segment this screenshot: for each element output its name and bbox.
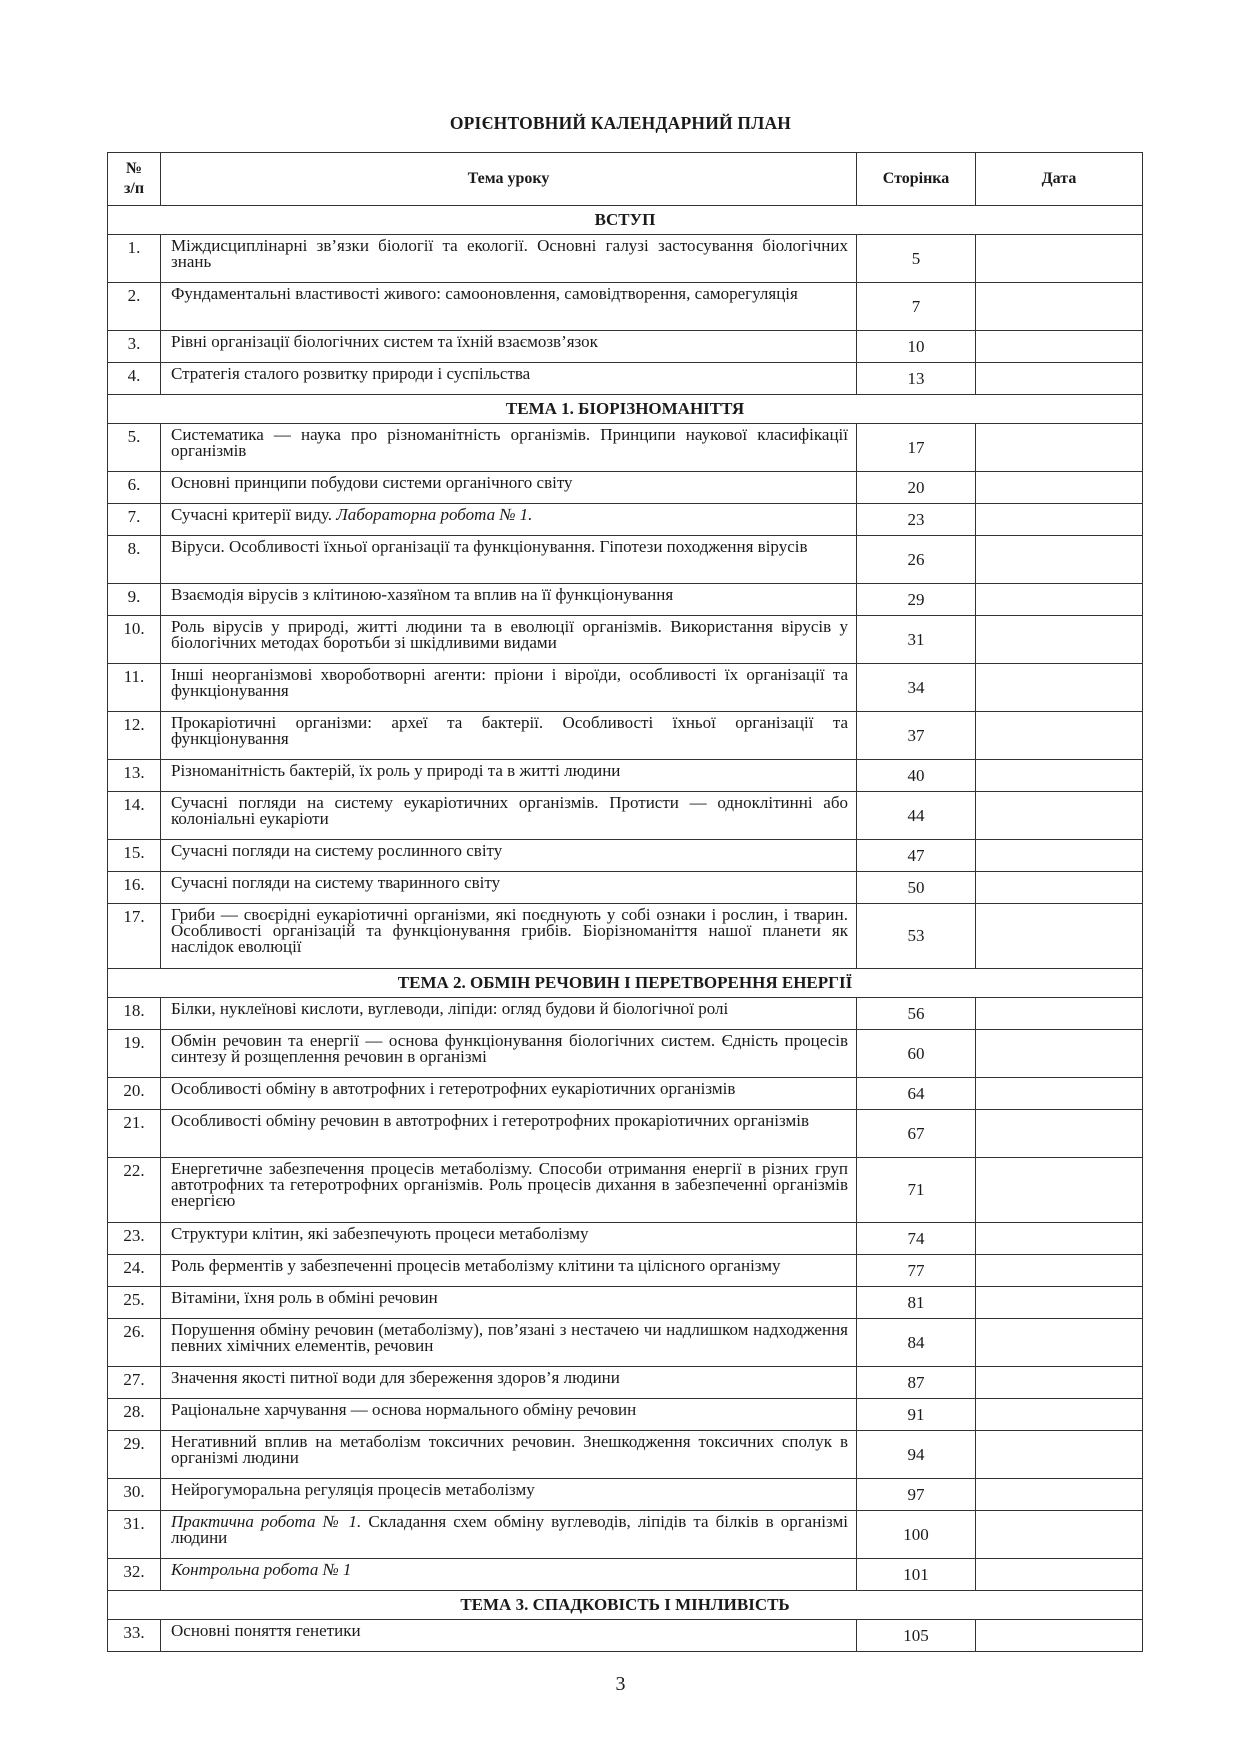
lesson-number: 27. bbox=[108, 1367, 161, 1399]
lesson-page: 37 bbox=[857, 712, 976, 760]
header-topic: Тема уроку bbox=[161, 153, 857, 206]
lesson-topic bbox=[161, 792, 857, 840]
table-row bbox=[108, 363, 1143, 395]
lesson-page: 40 bbox=[857, 760, 976, 792]
lesson-topic bbox=[161, 616, 857, 664]
table-row bbox=[108, 1431, 1143, 1479]
section-title: ТЕМА 3. СПАДКОВІСТЬ І МІНЛИВІСТЬ bbox=[108, 1591, 1143, 1620]
lesson-page: 13 bbox=[857, 363, 976, 395]
lesson-date[interactable] bbox=[976, 1223, 1143, 1255]
topic-text: Інші неорганізмові хвороботворні агенти: пріони і віроїди, особливості їх організації та функціонування bbox=[171, 665, 848, 700]
table-row bbox=[108, 1110, 1143, 1158]
lesson-topic bbox=[161, 1287, 857, 1319]
lesson-number: 2. bbox=[108, 283, 161, 331]
lesson-topic bbox=[161, 1431, 857, 1479]
section-title: ТЕМА 1. БІОРІЗНОМАНІТТЯ bbox=[108, 395, 1143, 424]
table-row bbox=[108, 664, 1143, 712]
topic-text: Раціональне харчування — основа нормального обміну речовин bbox=[171, 1400, 637, 1419]
lesson-page: 67 bbox=[857, 1110, 976, 1158]
section-row bbox=[108, 206, 1143, 235]
lesson-date[interactable] bbox=[976, 1319, 1143, 1367]
table-row bbox=[108, 1158, 1143, 1223]
table-row bbox=[108, 616, 1143, 664]
topic-text: Вітаміни, їхня роль в обміні речовин bbox=[171, 1288, 438, 1307]
lesson-topic bbox=[161, 1078, 857, 1110]
lesson-page: 26 bbox=[857, 536, 976, 584]
lesson-date[interactable] bbox=[976, 1030, 1143, 1078]
table-row bbox=[108, 235, 1143, 283]
lesson-page: 81 bbox=[857, 1287, 976, 1319]
lesson-page: 20 bbox=[857, 472, 976, 504]
lesson-page: 71 bbox=[857, 1158, 976, 1223]
lesson-page: 44 bbox=[857, 792, 976, 840]
lesson-topic bbox=[161, 760, 857, 792]
table-row bbox=[108, 1511, 1143, 1559]
lesson-topic bbox=[161, 1030, 857, 1078]
topic-text: Сучасні погляди на систему еукаріотичних організмів. Протисти — одноклітинні або колоніальні еукаріоти bbox=[171, 793, 848, 828]
calendar-plan-table bbox=[107, 152, 1143, 1652]
table-body bbox=[108, 206, 1143, 1652]
lesson-page: 87 bbox=[857, 1367, 976, 1399]
lesson-date[interactable] bbox=[976, 1399, 1143, 1431]
header-page: Сторінка bbox=[857, 153, 976, 206]
topic-text: Рівні організації біологічних систем та їхній взаємозв’язок bbox=[171, 332, 598, 351]
lesson-number: 29. bbox=[108, 1431, 161, 1479]
table-row bbox=[108, 840, 1143, 872]
table-row bbox=[108, 872, 1143, 904]
topic-text: Взаємодія вірусів з клітиною-хазяїном та вплив на її функціонування bbox=[171, 585, 674, 604]
lesson-date[interactable] bbox=[976, 664, 1143, 712]
lesson-page: 34 bbox=[857, 664, 976, 712]
lesson-page: 64 bbox=[857, 1078, 976, 1110]
topic-text: Нейрогуморальна регуляція процесів метаболізму bbox=[171, 1480, 535, 1499]
lesson-number: 26. bbox=[108, 1319, 161, 1367]
lesson-topic bbox=[161, 235, 857, 283]
lesson-date[interactable] bbox=[976, 712, 1143, 760]
lesson-topic bbox=[161, 1511, 857, 1559]
lesson-number: 3. bbox=[108, 331, 161, 363]
lesson-topic bbox=[161, 1255, 857, 1287]
lesson-date[interactable] bbox=[976, 998, 1143, 1030]
table-row bbox=[108, 1030, 1143, 1078]
lesson-topic bbox=[161, 904, 857, 969]
topic-text: Основні принципи побудови системи органічного світу bbox=[171, 473, 573, 492]
lesson-number: 9. bbox=[108, 584, 161, 616]
lesson-date[interactable] bbox=[976, 363, 1143, 395]
lesson-date[interactable] bbox=[976, 283, 1143, 331]
section-row bbox=[108, 395, 1143, 424]
topic-text: Гриби — своєрідні еукаріотичні організми, які поєднують у собі ознаки і рослин, і тварин. Особливості організацій та функціонування грибів. Біорізноманіття нашої планети як наслідок еволюції bbox=[171, 905, 848, 956]
lesson-page: 53 bbox=[857, 904, 976, 969]
section-row bbox=[108, 969, 1143, 998]
table-row bbox=[108, 536, 1143, 584]
lesson-topic bbox=[161, 1319, 857, 1367]
lesson-number: 11. bbox=[108, 664, 161, 712]
lesson-date[interactable] bbox=[976, 760, 1143, 792]
topic-text: Значення якості питної води для збереження здоров’я людини bbox=[171, 1368, 620, 1387]
table-row bbox=[108, 472, 1143, 504]
lesson-date[interactable] bbox=[976, 616, 1143, 664]
lesson-date[interactable] bbox=[976, 331, 1143, 363]
table-row bbox=[108, 1620, 1143, 1652]
table-row bbox=[108, 331, 1143, 363]
lesson-page: 100 bbox=[857, 1511, 976, 1559]
lesson-date[interactable] bbox=[976, 235, 1143, 283]
lesson-page: 47 bbox=[857, 840, 976, 872]
topic-text: Фундаментальні властивості живого: самооновлення, самовідтворення, саморегуляція bbox=[171, 284, 798, 303]
lesson-page: 101 bbox=[857, 1559, 976, 1591]
header-date: Дата bbox=[976, 153, 1143, 206]
lesson-date[interactable] bbox=[976, 1559, 1143, 1591]
lesson-page: 105 bbox=[857, 1620, 976, 1652]
table-row bbox=[108, 1367, 1143, 1399]
lesson-number: 5. bbox=[108, 424, 161, 472]
lesson-topic bbox=[161, 504, 857, 536]
topic-text: Роль ферментів у забезпеченні процесів метаболізму клітини та цілісного організму bbox=[171, 1256, 781, 1275]
lesson-date[interactable] bbox=[976, 872, 1143, 904]
lesson-number: 23. bbox=[108, 1223, 161, 1255]
lesson-page: 5 bbox=[857, 235, 976, 283]
lesson-topic bbox=[161, 1399, 857, 1431]
lesson-topic bbox=[161, 331, 857, 363]
lesson-topic bbox=[161, 536, 857, 584]
lesson-number: 13. bbox=[108, 760, 161, 792]
lesson-topic bbox=[161, 840, 857, 872]
lesson-topic bbox=[161, 1158, 857, 1223]
lesson-page: 97 bbox=[857, 1479, 976, 1511]
section-row bbox=[108, 1591, 1143, 1620]
lesson-topic bbox=[161, 1223, 857, 1255]
lesson-date[interactable] bbox=[976, 584, 1143, 616]
lesson-page: 23 bbox=[857, 504, 976, 536]
lesson-topic bbox=[161, 664, 857, 712]
lesson-date[interactable] bbox=[976, 1511, 1143, 1559]
table-row bbox=[108, 792, 1143, 840]
lesson-number: 1. bbox=[108, 235, 161, 283]
lesson-date[interactable] bbox=[976, 424, 1143, 472]
lesson-number: 30. bbox=[108, 1479, 161, 1511]
topic-text: Негативний вплив на метаболізм токсичних речовин. Знешкодження токсичних сполук в організмі людини bbox=[171, 1432, 848, 1467]
lesson-topic bbox=[161, 584, 857, 616]
lesson-page: 77 bbox=[857, 1255, 976, 1287]
lesson-topic bbox=[161, 363, 857, 395]
topic-text: Енергетичне забезпечення процесів метаболізму. Способи отримання енергії в різних груп автотрофних та гетеротрофних організмів. Роль процесів дихання в забезпеченні організмів енергією bbox=[171, 1159, 848, 1210]
lesson-topic bbox=[161, 998, 857, 1030]
table-row bbox=[108, 1319, 1143, 1367]
lesson-date[interactable] bbox=[976, 1287, 1143, 1319]
table-row bbox=[108, 1223, 1143, 1255]
topic-text: Обмін речовин та енергії — основа функціонування біологічних систем. Єдність процесів синтезу й розщеплення речовин в організмі bbox=[171, 1031, 848, 1066]
lesson-topic bbox=[161, 424, 857, 472]
lesson-page: 74 bbox=[857, 1223, 976, 1255]
lesson-topic bbox=[161, 1479, 857, 1511]
lesson-date[interactable] bbox=[976, 472, 1143, 504]
topic-text: Сучасні погляди на систему рослинного світу bbox=[171, 841, 503, 860]
topic-text: Особливості обміну в автотрофних і гетеротрофних еукаріотичних організмів bbox=[171, 1079, 736, 1098]
section-title: ВСТУП bbox=[108, 206, 1143, 235]
topic-italic: Лабораторна робота № 1. bbox=[336, 505, 533, 524]
topic-text: Прокаріотичні організми: археї та бактерії. Особливості їхньої організації та функціонування bbox=[171, 713, 848, 748]
lesson-date[interactable] bbox=[976, 1110, 1143, 1158]
table-row bbox=[108, 424, 1143, 472]
table-row bbox=[108, 283, 1143, 331]
topic-text: Складання схем обміну вуглеводів, ліпідів та білків в організмі людини bbox=[171, 1512, 848, 1547]
lesson-number: 33. bbox=[108, 1620, 161, 1652]
lesson-page: 84 bbox=[857, 1319, 976, 1367]
topic-text: Роль вірусів у природі, житті людини та в еволюції організмів. Використання вірусів у біологічних методах боротьби зі шкідливими видами bbox=[171, 617, 848, 652]
lesson-topic bbox=[161, 472, 857, 504]
table-row bbox=[108, 760, 1143, 792]
lesson-number: 6. bbox=[108, 472, 161, 504]
table-row bbox=[108, 998, 1143, 1030]
lesson-page: 91 bbox=[857, 1399, 976, 1431]
lesson-topic bbox=[161, 872, 857, 904]
section-title: ТЕМА 2. ОБМІН РЕЧОВИН І ПЕРЕТВОРЕННЯ ЕНЕРГІЇ bbox=[108, 969, 1143, 998]
lesson-number: 28. bbox=[108, 1399, 161, 1431]
topic-text: Особливості обміну речовин в автотрофних і гетеротрофних прокаріотичних організмів bbox=[171, 1111, 809, 1130]
table-row bbox=[108, 504, 1143, 536]
table-row bbox=[108, 1255, 1143, 1287]
topic-text: Сучасні погляди на систему тваринного світу bbox=[171, 873, 501, 892]
lesson-number: 17. bbox=[108, 904, 161, 969]
lesson-date[interactable] bbox=[976, 1255, 1143, 1287]
lesson-number: 12. bbox=[108, 712, 161, 760]
lesson-date[interactable] bbox=[976, 1158, 1143, 1223]
topic-text: Систематика — наука про різноманітність організмів. Принципи наукової класифікації організмів bbox=[171, 425, 848, 460]
lesson-topic bbox=[161, 283, 857, 331]
table-row bbox=[108, 1559, 1143, 1591]
lesson-topic bbox=[161, 1620, 857, 1652]
lesson-number: 14. bbox=[108, 792, 161, 840]
topic-italic-lead: Контрольна робота № 1 bbox=[171, 1560, 352, 1579]
lesson-page: 7 bbox=[857, 283, 976, 331]
topic-text: Структури клітин, які забезпечують процеси метаболізму bbox=[171, 1224, 589, 1243]
lesson-number: 22. bbox=[108, 1158, 161, 1223]
table-row bbox=[108, 1078, 1143, 1110]
lesson-number: 19. bbox=[108, 1030, 161, 1078]
lesson-number: 7. bbox=[108, 504, 161, 536]
lesson-number: 16. bbox=[108, 872, 161, 904]
topic-text: Віруси. Особливості їхньої організації та функціонування. Гіпотези походження вірусів bbox=[171, 537, 808, 556]
lesson-page: 29 bbox=[857, 584, 976, 616]
lesson-number: 18. bbox=[108, 998, 161, 1030]
topic-text: Порушення обміну речовин (метаболізму), пов’язані з нестачею чи надлишком надходження певних хімічних елементів, речовин bbox=[171, 1320, 848, 1355]
lesson-date[interactable] bbox=[976, 840, 1143, 872]
topic-text: Сучасні критерії виду. bbox=[171, 505, 332, 524]
lesson-date[interactable] bbox=[976, 1479, 1143, 1511]
lesson-number: 24. bbox=[108, 1255, 161, 1287]
topic-text: Білки, нуклеїнові кислоти, вуглеводи, ліпіди: огляд будови й біологічної ролі bbox=[171, 999, 729, 1018]
lesson-date[interactable] bbox=[976, 792, 1143, 840]
lesson-number: 31. bbox=[108, 1511, 161, 1559]
lesson-number: 21. bbox=[108, 1110, 161, 1158]
table-row bbox=[108, 1399, 1143, 1431]
table-row bbox=[108, 584, 1143, 616]
lesson-date[interactable] bbox=[976, 536, 1143, 584]
lesson-topic bbox=[161, 1367, 857, 1399]
topic-text: Різноманітність бактерій, їх роль у природі та в житті людини bbox=[171, 761, 621, 780]
lesson-page: 56 bbox=[857, 998, 976, 1030]
lesson-topic bbox=[161, 1110, 857, 1158]
lesson-topic bbox=[161, 1559, 857, 1591]
lesson-topic bbox=[161, 712, 857, 760]
table-row bbox=[108, 904, 1143, 969]
lesson-date[interactable] bbox=[976, 1431, 1143, 1479]
lesson-page: 31 bbox=[857, 616, 976, 664]
page-number: 3 bbox=[615, 1673, 626, 1695]
table-row bbox=[108, 1287, 1143, 1319]
lesson-number: 10. bbox=[108, 616, 161, 664]
lesson-page: 17 bbox=[857, 424, 976, 472]
lesson-date[interactable] bbox=[976, 504, 1143, 536]
lesson-page: 94 bbox=[857, 1431, 976, 1479]
lesson-date[interactable] bbox=[976, 1078, 1143, 1110]
header-num: № з/п bbox=[108, 153, 161, 206]
lesson-number: 20. bbox=[108, 1078, 161, 1110]
lesson-date[interactable] bbox=[976, 904, 1143, 969]
lesson-page: 10 bbox=[857, 331, 976, 363]
lesson-page: 60 bbox=[857, 1030, 976, 1078]
page-title: ОРІЄНТОВНИЙ КАЛЕНДАРНИЙ ПЛАН bbox=[449, 113, 792, 133]
lesson-date[interactable] bbox=[976, 1620, 1143, 1652]
lesson-number: 4. bbox=[108, 363, 161, 395]
lesson-number: 8. bbox=[108, 536, 161, 584]
table-row bbox=[108, 712, 1143, 760]
lesson-number: 25. bbox=[108, 1287, 161, 1319]
lesson-page: 50 bbox=[857, 872, 976, 904]
table-row bbox=[108, 1479, 1143, 1511]
lesson-number: 32. bbox=[108, 1559, 161, 1591]
lesson-number: 15. bbox=[108, 840, 161, 872]
topic-italic-lead: Практична робота № 1. bbox=[171, 1512, 362, 1531]
table-header-row bbox=[108, 153, 1143, 206]
lesson-date[interactable] bbox=[976, 1367, 1143, 1399]
topic-text: Основні поняття генетики bbox=[171, 1621, 361, 1640]
topic-text: Міждисциплінарні зв’язки біології та екології. Основні галузі застосування біологічних знань bbox=[171, 236, 848, 271]
topic-text: Стратегія сталого розвитку природи і суспільства bbox=[171, 364, 531, 383]
